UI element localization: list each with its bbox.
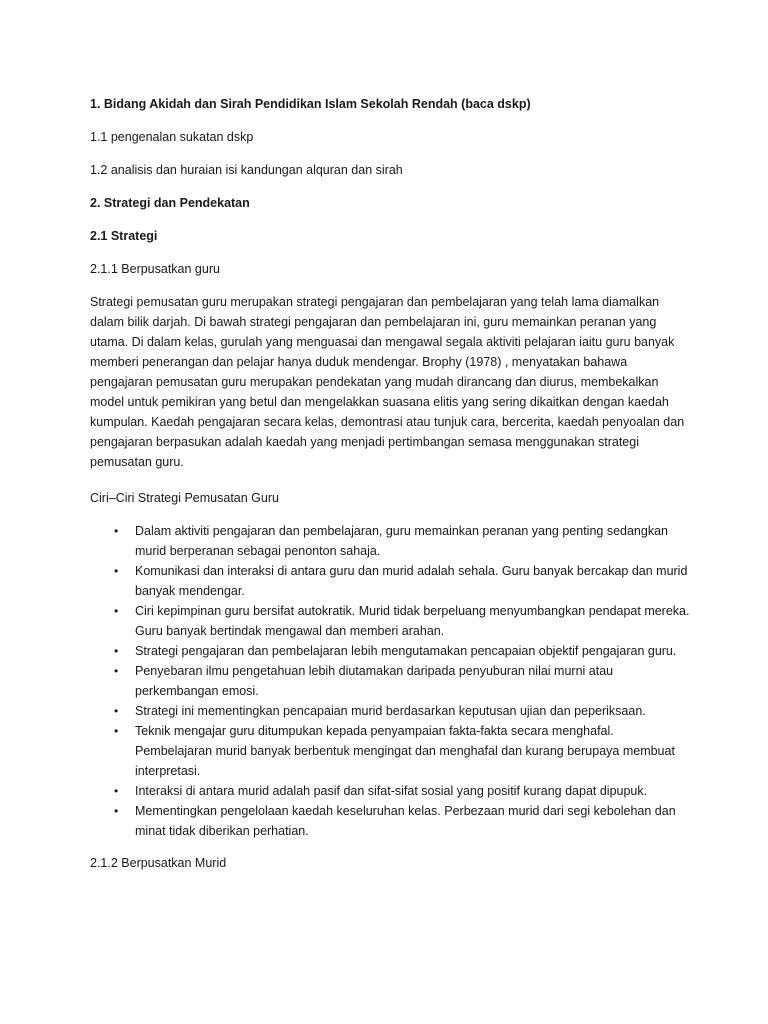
list-item [90,561,690,601]
ciri-list-title: Ciri–Ciri Strategi Pemusatan Guru [90,491,279,505]
bullet-icon: • [114,664,119,678]
list-item [90,641,690,661]
bullet-icon: • [114,704,119,718]
list-item [90,801,690,841]
bullet-icon: • [114,644,119,658]
list-item [90,701,690,721]
list-item-text: Teknik mengajar guru ditumpukan kepada penyampaian fakta-fakta secara menghafal. Pembelajaran murid banyak berbentuk mengingat dan menghafal dan kurang berupaya membuat interpretasi. [135,724,675,778]
list-item [90,721,690,781]
subsection-1-1: 1.1 pengenalan sukatan dskp [90,130,254,144]
ciri-bullet-list [90,521,690,841]
bullet-icon: • [114,804,119,818]
subsection-2-1-1: 2.1.1 Berpusatkan guru [90,262,220,276]
bullet-icon: • [114,604,119,618]
bullet-icon: • [114,724,119,738]
bullet-icon: • [114,524,119,538]
heading-section-1: 1. Bidang Akidah dan Sirah Pendidikan Islam Sekolah Rendah (baca dskp) [90,97,531,111]
subsection-2-1-2: 2.1.2 Berpusatkan Murid [90,856,227,870]
list-item-text: Komunikasi dan interaksi di antara guru dan murid adalah sehala. Guru banyak bercakap dan murid banyak mendengar. [135,564,688,598]
bullet-icon: • [114,564,119,578]
heading-section-2: 2. Strategi dan Pendekatan [90,196,250,210]
subsection-1-2: 1.2 analisis dan huraian isi kandungan alquran dan sirah [90,163,403,177]
list-item-text: Ciri kepimpinan guru bersifat autokratik. Murid tidak berpeluang menyumbangkan pendapat mereka. Guru banyak bertindak mengawal dan memberi arahan. [135,604,690,638]
list-item [90,521,690,561]
list-item-text: Strategi ini mementingkan pencapaian murid berdasarkan keputusan ujian dan peperiksaan. [135,704,646,718]
bullet-icon: • [114,784,119,798]
list-item [90,601,690,641]
document-page [90,94,690,886]
list-item-text: Penyebaran ilmu pengetahuan lebih diutamakan daripada penyuburan nilai murni atau perkembangan emosi. [135,664,614,698]
body-paragraph: Strategi pemusatan guru merupakan strategi pengajaran dan pembelajaran yang telah lama diamalkan dalam bilik darjah. Di bawah strategi pengajaran dan pembelajaran ini, guru memainkan peranan yang utama. Di dalam kelas, gurulah yang menguasai dan mengawal segala aktiviti pelajaran iaitu guru banyak memberi penerangan dan pelajar hanya duduk mendengar. Brophy (1978) , menyatakan bahawa pengajaran pemusatan guru merupakan pendekatan yang mudah dirancang dan diurus, membekalkan model untuk pemikiran yang betul dan mengelakkan suasana elitis yang sering dikaitkan dengan kaedah kumpulan. Kaedah pengajaran secara kelas, demontrasi atau tunjuk cara, bercerita, kaedah penyoalan dan pengajaran berpasukan adalah kaedah yang menjadi pertimbangan semasa menggunakan strategi pemusatan guru. [90,295,685,469]
list-item [90,661,690,701]
list-item-text: Dalam aktiviti pengajaran dan pembelajaran, guru memainkan peranan yang penting sedangkan murid berperanan sebagai penonton sahaja. [135,524,668,558]
list-item-text: Interaksi di antara murid adalah pasif dan sifat-sifat sosial yang positif kurang dapat dipupuk. [135,784,648,798]
heading-section-2-1: 2.1 Strategi [90,229,158,243]
list-item [90,781,690,801]
list-item-text: Strategi pengajaran dan pembelajaran lebih mengutamakan pencapaian objektif pengajaran guru. [135,644,677,658]
list-item-text: Mementingkan pengelolaan kaedah keseluruhan kelas. Perbezaan murid dari segi kebolehan dan minat tidak diberikan perhatian. [135,804,676,838]
